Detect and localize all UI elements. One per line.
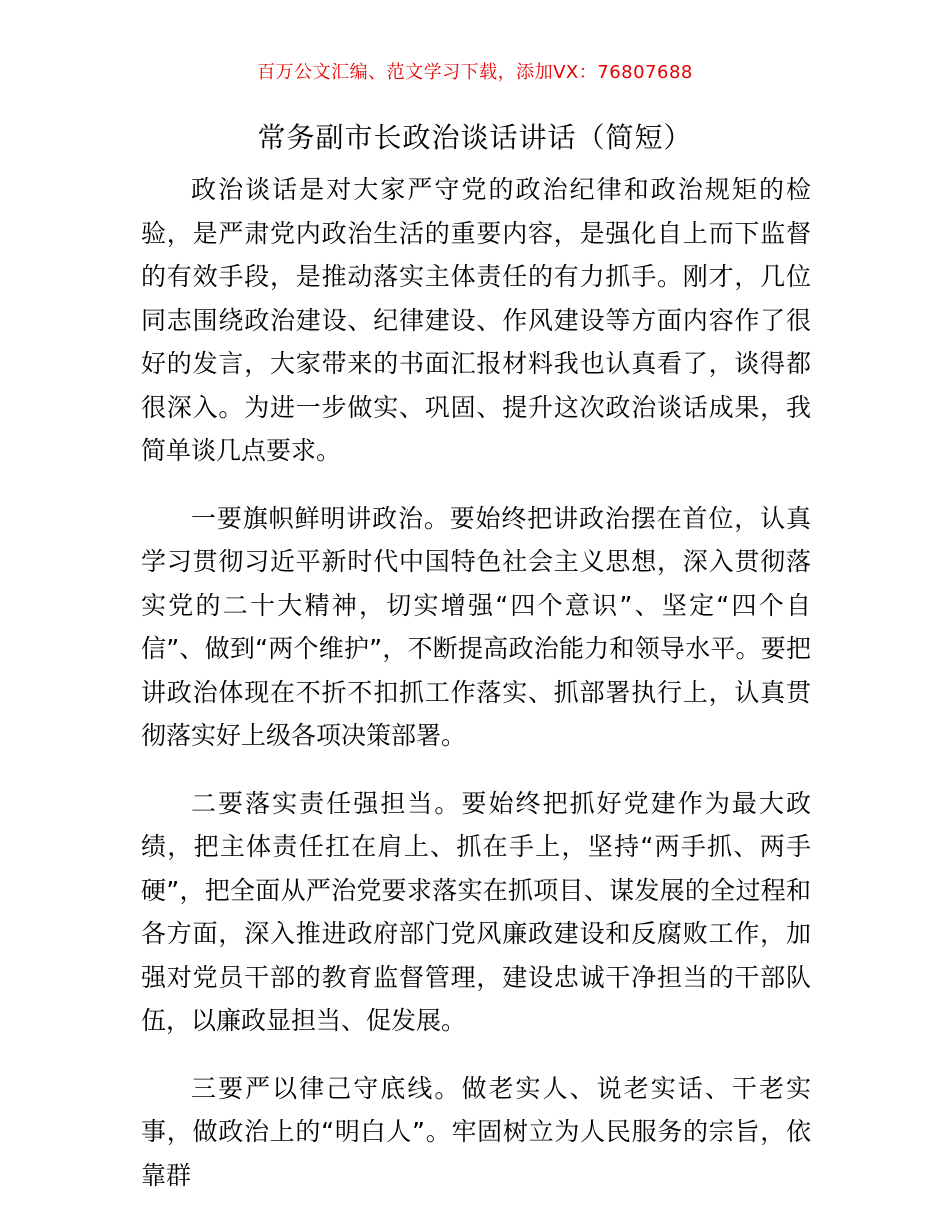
document-body bbox=[141, 168, 811, 1221]
paragraph-intro: 政治谈话是对大家严守党的政治纪律和政治规矩的检验，是严肃党内政治生活的重要内容，是强化自上而下监督的有效手段，是推动落实主体责任的有力抓手。刚才，几位同志围绕政治建设、纪律建设、作风建设等方面内容作了很好的发言，大家带来的书面汇报材料我也认真看了，谈得都很深入。为进一步做实、巩固、提升这次政治谈话成果，我简单谈几点要求。 bbox=[141, 175, 811, 465]
page-title: 常务副市长政治谈话讲话（简短） bbox=[257, 121, 693, 154]
header-note: 百万公文汇编、范文学习下载，添加VX：76807688 bbox=[257, 62, 693, 83]
paragraph-point-two: 二要落实责任强担当。要始终把抓好党建作为最大政绩，把主体责任扛在肩上、抓在手上，坚持“两手抓、两手硬”，把全面从严治党要求落实在抓项目、谋发展的全过程和各方面，深入推进政府部门党风廉政建设和反腐败工作，加强对党员干部的教育监督管理，建设忠诚干净担当的干部队伍，以廉政显担当、促发展。 bbox=[141, 788, 811, 1035]
paragraph-point-three: 三要严以律己守底线。做老实人、说老实话、干老实事，做政治上的“明白人”。牢固树立为人民服务的宗旨，依靠群 bbox=[141, 1073, 811, 1190]
paragraph-point-one: 一要旗帜鲜明讲政治。要始终把讲政治摆在首位，认真学习贯彻习近平新时代中国特色社会主义思想，深入贯彻落实党的二十大精神，切实增强“四个意识”、坚定“四个自信”、做到“两个维护”，不断提高政治能力和领导水平。要把讲政治体现在不折不扣抓工作落实、抓部署执行上，认真贯彻落实好上级各项决策部署。 bbox=[141, 503, 811, 750]
